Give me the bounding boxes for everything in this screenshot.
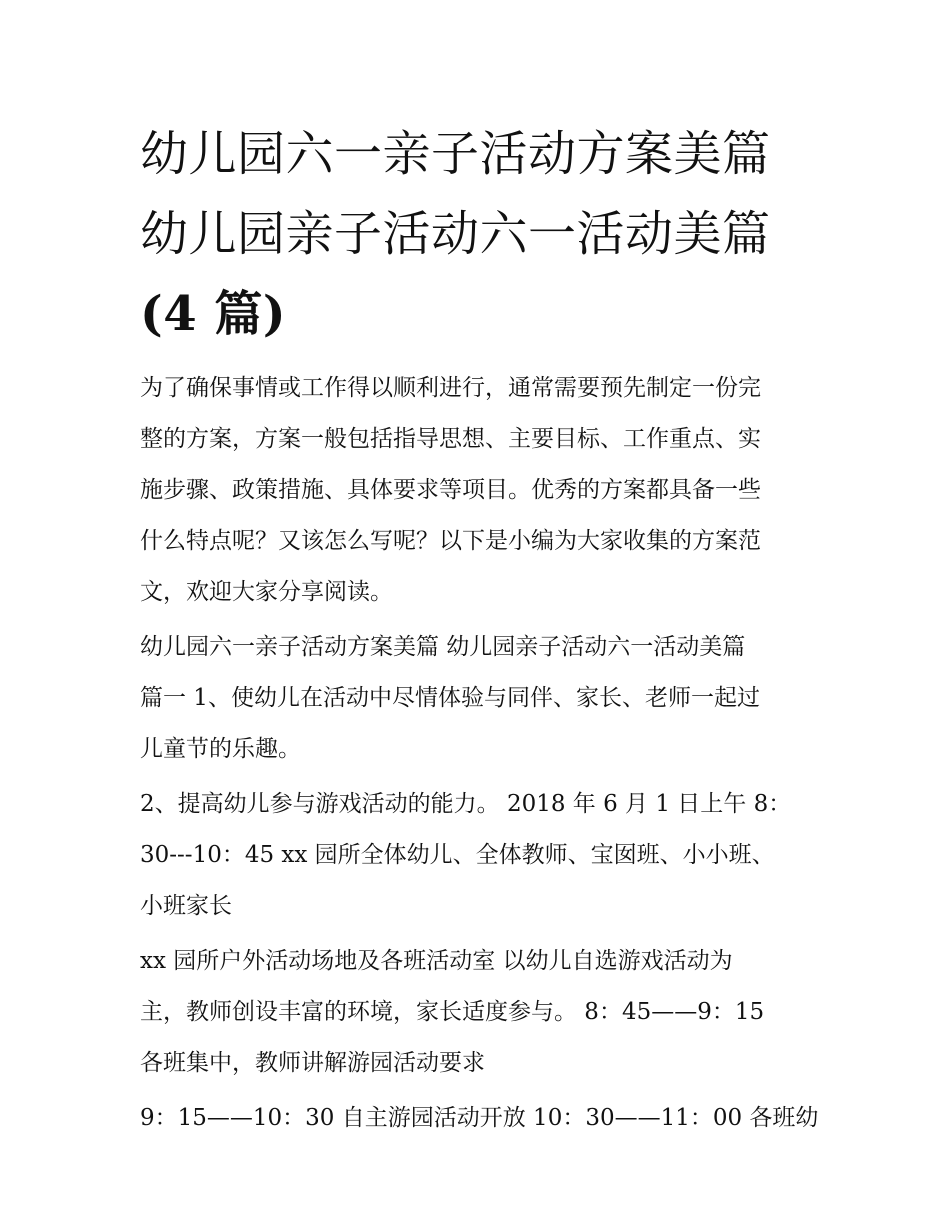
intro-paragraph <box>140 363 820 618</box>
text-line: 幼儿园六一亲子活动方案美篇 幼儿园亲子活动六一活动美篇 <box>140 634 746 660</box>
document-body <box>140 363 820 1144</box>
text-line: 为了确保事情或工作得以顺利进行，通常需要预先制定一份完 <box>140 375 761 401</box>
text-line: 9：15——10：30 自主游园活动开放 10：30——11：00 各班幼 <box>140 1105 819 1131</box>
schedule-paragraph <box>140 779 820 932</box>
title-line: 幼儿园亲子活动六一活动美篇 <box>140 206 771 262</box>
document-content <box>140 114 820 1148</box>
text-line: 30---10：45 xx 园所全体幼儿、全体教师、宝囡班、小小班、 <box>140 842 775 868</box>
text-line: 主，教师创设丰富的环境，家长适度参与。 8：45——9：15 <box>140 999 765 1025</box>
title-line: 幼儿园六一亲子活动方案美篇 <box>140 126 771 182</box>
text-line: 施步骤、政策措施、具体要求等项目。优秀的方案都具备一些 <box>140 477 761 503</box>
text-line: xx 园所户外活动场地及各班活动室 以幼儿自选游戏活动为 <box>140 948 733 974</box>
text-line: 整的方案，方案一般包括指导思想、主要目标、工作重点、实 <box>140 426 761 452</box>
text-line: 2、提高幼儿参与游戏活动的能力。 2018 年 6 月 1 日上午 8： <box>140 791 792 817</box>
text-line: 篇一 1、使幼儿在活动中尽情体验与同伴、家长、老师一起过 <box>140 685 760 711</box>
location-paragraph <box>140 936 820 1089</box>
text-line: 什么特点呢？又该怎么写呢？以下是小编为大家收集的方案范 <box>140 528 761 554</box>
title-line: (4 篇) <box>140 286 287 342</box>
text-line: 儿童节的乐趣。 <box>140 736 301 762</box>
section-paragraph <box>140 622 820 775</box>
document-title <box>140 114 820 354</box>
text-line: 各班集中，教师讲解游园活动要求 <box>140 1050 485 1076</box>
timeline-paragraph <box>140 1093 820 1144</box>
text-line: 文，欢迎大家分享阅读。 <box>140 579 393 605</box>
text-line: 小班家长 <box>140 893 232 919</box>
